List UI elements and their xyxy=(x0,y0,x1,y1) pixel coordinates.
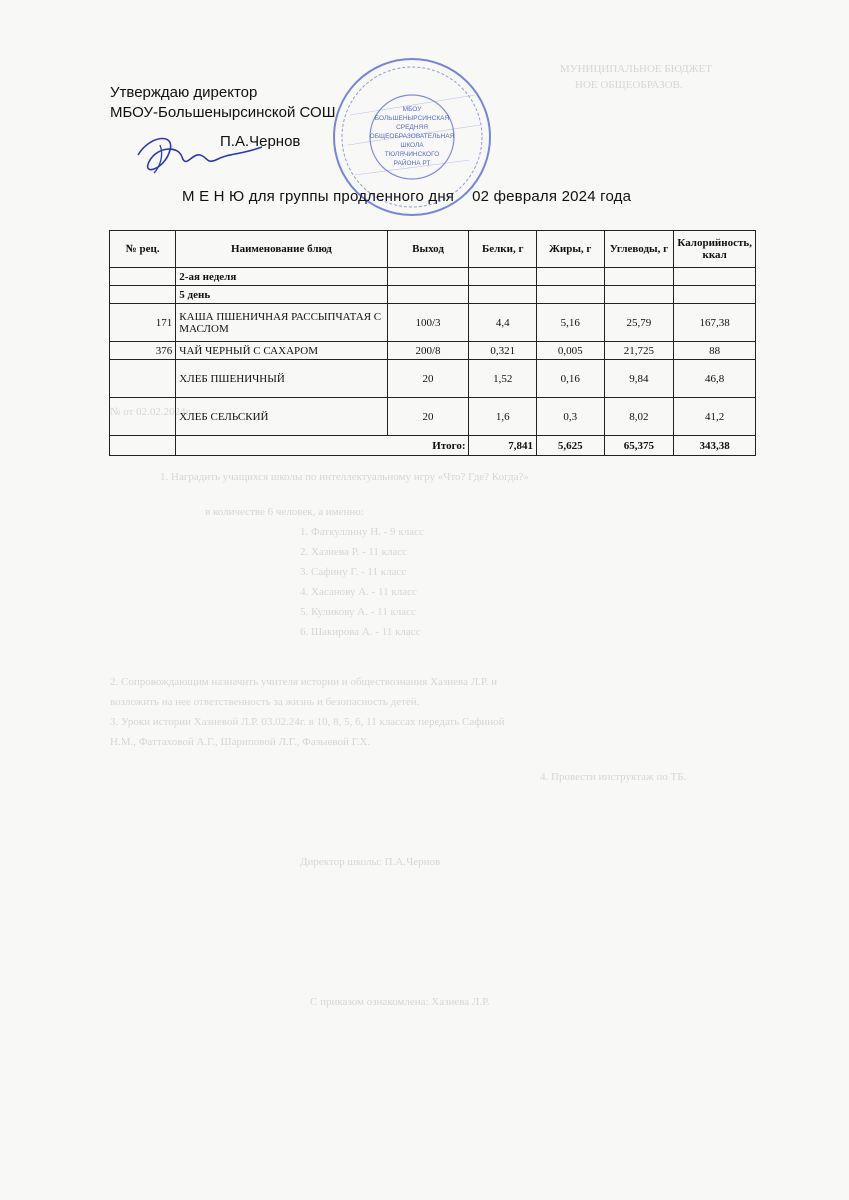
row-output: 20 xyxy=(387,360,469,398)
row-kcal: 167,38 xyxy=(674,304,756,342)
show-through-text: С приказом ознакомлена: Хазиева Л.Р. xyxy=(310,996,490,1008)
table-row xyxy=(110,342,756,360)
show-through-text: 4. Хасанову А. - 11 класс xyxy=(300,586,417,598)
total-protein: 7,841 xyxy=(469,436,536,456)
row-protein: 1,6 xyxy=(469,398,536,436)
row-fat: 0,3 xyxy=(536,398,604,436)
header-num: № рец. xyxy=(110,231,176,268)
row-fat: 0,16 xyxy=(536,360,604,398)
director-name: П.А.Чернов xyxy=(220,133,301,150)
show-through-text: 2. Хазиева Р. - 11 класс xyxy=(300,546,408,558)
show-through-text: № от 02.02.2024г. xyxy=(110,406,192,418)
header-name: Наименование блюд xyxy=(176,231,387,268)
show-through-text: 6. Шакирова А. - 11 класс xyxy=(300,626,421,638)
row-protein: 4,4 xyxy=(469,304,536,342)
total-row xyxy=(110,436,756,456)
menu-date: 02 февраля 2024 года xyxy=(472,188,632,205)
seal-line-6: ТЮЛЯЧИНСКОГО xyxy=(384,151,440,158)
seal-line-4: ОБЩЕОБРАЗОВАТЕЛЬНАЯ xyxy=(369,133,455,140)
show-through-text: Директор школы: П.А.Чернов xyxy=(300,856,441,868)
table-row xyxy=(110,360,756,398)
show-through-text: в количестве 6 человек, а именно: xyxy=(205,506,364,518)
header-protein: Белки, г xyxy=(469,231,536,268)
day-row xyxy=(110,286,756,304)
row-carbs: 25,79 xyxy=(604,304,674,342)
table-header-row xyxy=(110,231,756,268)
day-label: 5 день xyxy=(176,286,387,304)
seal-line-7: РАЙОНА РТ xyxy=(393,160,431,167)
seal-line-1: МБОУ xyxy=(402,106,422,113)
header-kcal: Калорийность, ккал xyxy=(674,231,756,268)
row-num: 171 xyxy=(110,304,176,342)
row-name: КАША ПШЕНИЧНАЯ РАССЫПЧАТАЯ С МАСЛОМ xyxy=(176,304,387,342)
row-num: 376 xyxy=(110,342,176,360)
show-through-text: возложить на нее ответственность за жизнь и безопасность детей. xyxy=(110,696,420,708)
row-kcal: 41,2 xyxy=(674,398,756,436)
approval-block xyxy=(110,83,335,123)
row-output: 200/8 xyxy=(387,342,469,360)
show-through-text: МУНИЦИПАЛЬНОЕ БЮДЖЕТ xyxy=(560,63,712,75)
row-protein: 0,321 xyxy=(469,342,536,360)
total-label: Итого: xyxy=(176,436,469,456)
total-carbs: 65,375 xyxy=(604,436,674,456)
seal-line-2: БОЛЬШЕНЫРСИНСКАЯ xyxy=(374,115,450,122)
seal-line-5: ШКОЛА xyxy=(400,142,424,149)
show-through-text: 4. Провести инструктаж по ТБ. xyxy=(540,771,687,783)
show-through-text: 3. Уроки истории Хазиевой Л.Р. 03.02.24г. в 10, 8, 5, 6, 11 классах передать Сафиной xyxy=(110,716,505,728)
row-output: 100/3 xyxy=(387,304,469,342)
row-kcal: 46,8 xyxy=(674,360,756,398)
row-name: ХЛЕБ СЕЛЬСКИЙ xyxy=(176,398,387,436)
header-carbs: Углеводы, г xyxy=(604,231,674,268)
show-through-text: 3. Сафину Г. - 11 класс xyxy=(300,566,407,578)
show-through-text: 2. Сопровождающим назначить учителя истории и обществознания Хазиева Л.Р. и xyxy=(110,676,498,688)
show-through-text: 1. Наградить учащихся школы по интеллектуальному игру «Что? Где? Когда?» xyxy=(160,471,529,483)
menu-title-text: М Е Н Ю для группы продленного дня xyxy=(182,188,455,205)
week-row xyxy=(110,268,756,286)
show-through-text: 1. Фаткуллину Н. - 9 класс xyxy=(300,526,424,538)
signature-icon xyxy=(130,125,270,185)
menu-title xyxy=(182,188,631,205)
total-fat: 5,625 xyxy=(536,436,604,456)
row-carbs: 8,02 xyxy=(604,398,674,436)
show-through-text: НОЕ ОБЩЕОБРАЗОВ. xyxy=(575,79,683,91)
show-through-text: 5. Куликову А. - 11 класс xyxy=(300,606,416,618)
total-kcal: 343,38 xyxy=(674,436,756,456)
seal-line-3: СРЕДНЯЯ xyxy=(396,124,428,131)
row-kcal: 88 xyxy=(674,342,756,360)
row-num xyxy=(110,360,176,398)
row-num xyxy=(110,398,176,436)
row-carbs: 9,84 xyxy=(604,360,674,398)
approval-line-1: Утверждаю директор xyxy=(110,84,258,101)
row-carbs: 21,725 xyxy=(604,342,674,360)
row-fat: 0,005 xyxy=(536,342,604,360)
row-protein: 1,52 xyxy=(469,360,536,398)
row-name: ХЛЕБ ПШЕНИЧНЫЙ xyxy=(176,360,387,398)
row-fat: 5,16 xyxy=(536,304,604,342)
header-output: Выход xyxy=(387,231,469,268)
header-fat: Жиры, г xyxy=(536,231,604,268)
menu-table xyxy=(109,230,756,456)
row-output: 20 xyxy=(387,398,469,436)
show-through-text: Н.М., Фаттаховой А.Г., Шариповой Л.Г., Фазыевой Г.Х. xyxy=(110,736,371,748)
approval-line-2: МБОУ-Большенырсинской СОШ xyxy=(110,104,336,121)
row-name: ЧАЙ ЧЕРНЫЙ С САХАРОМ xyxy=(176,342,387,360)
table-row xyxy=(110,398,756,436)
table-row xyxy=(110,304,756,342)
week-label: 2-ая неделя xyxy=(176,268,387,286)
